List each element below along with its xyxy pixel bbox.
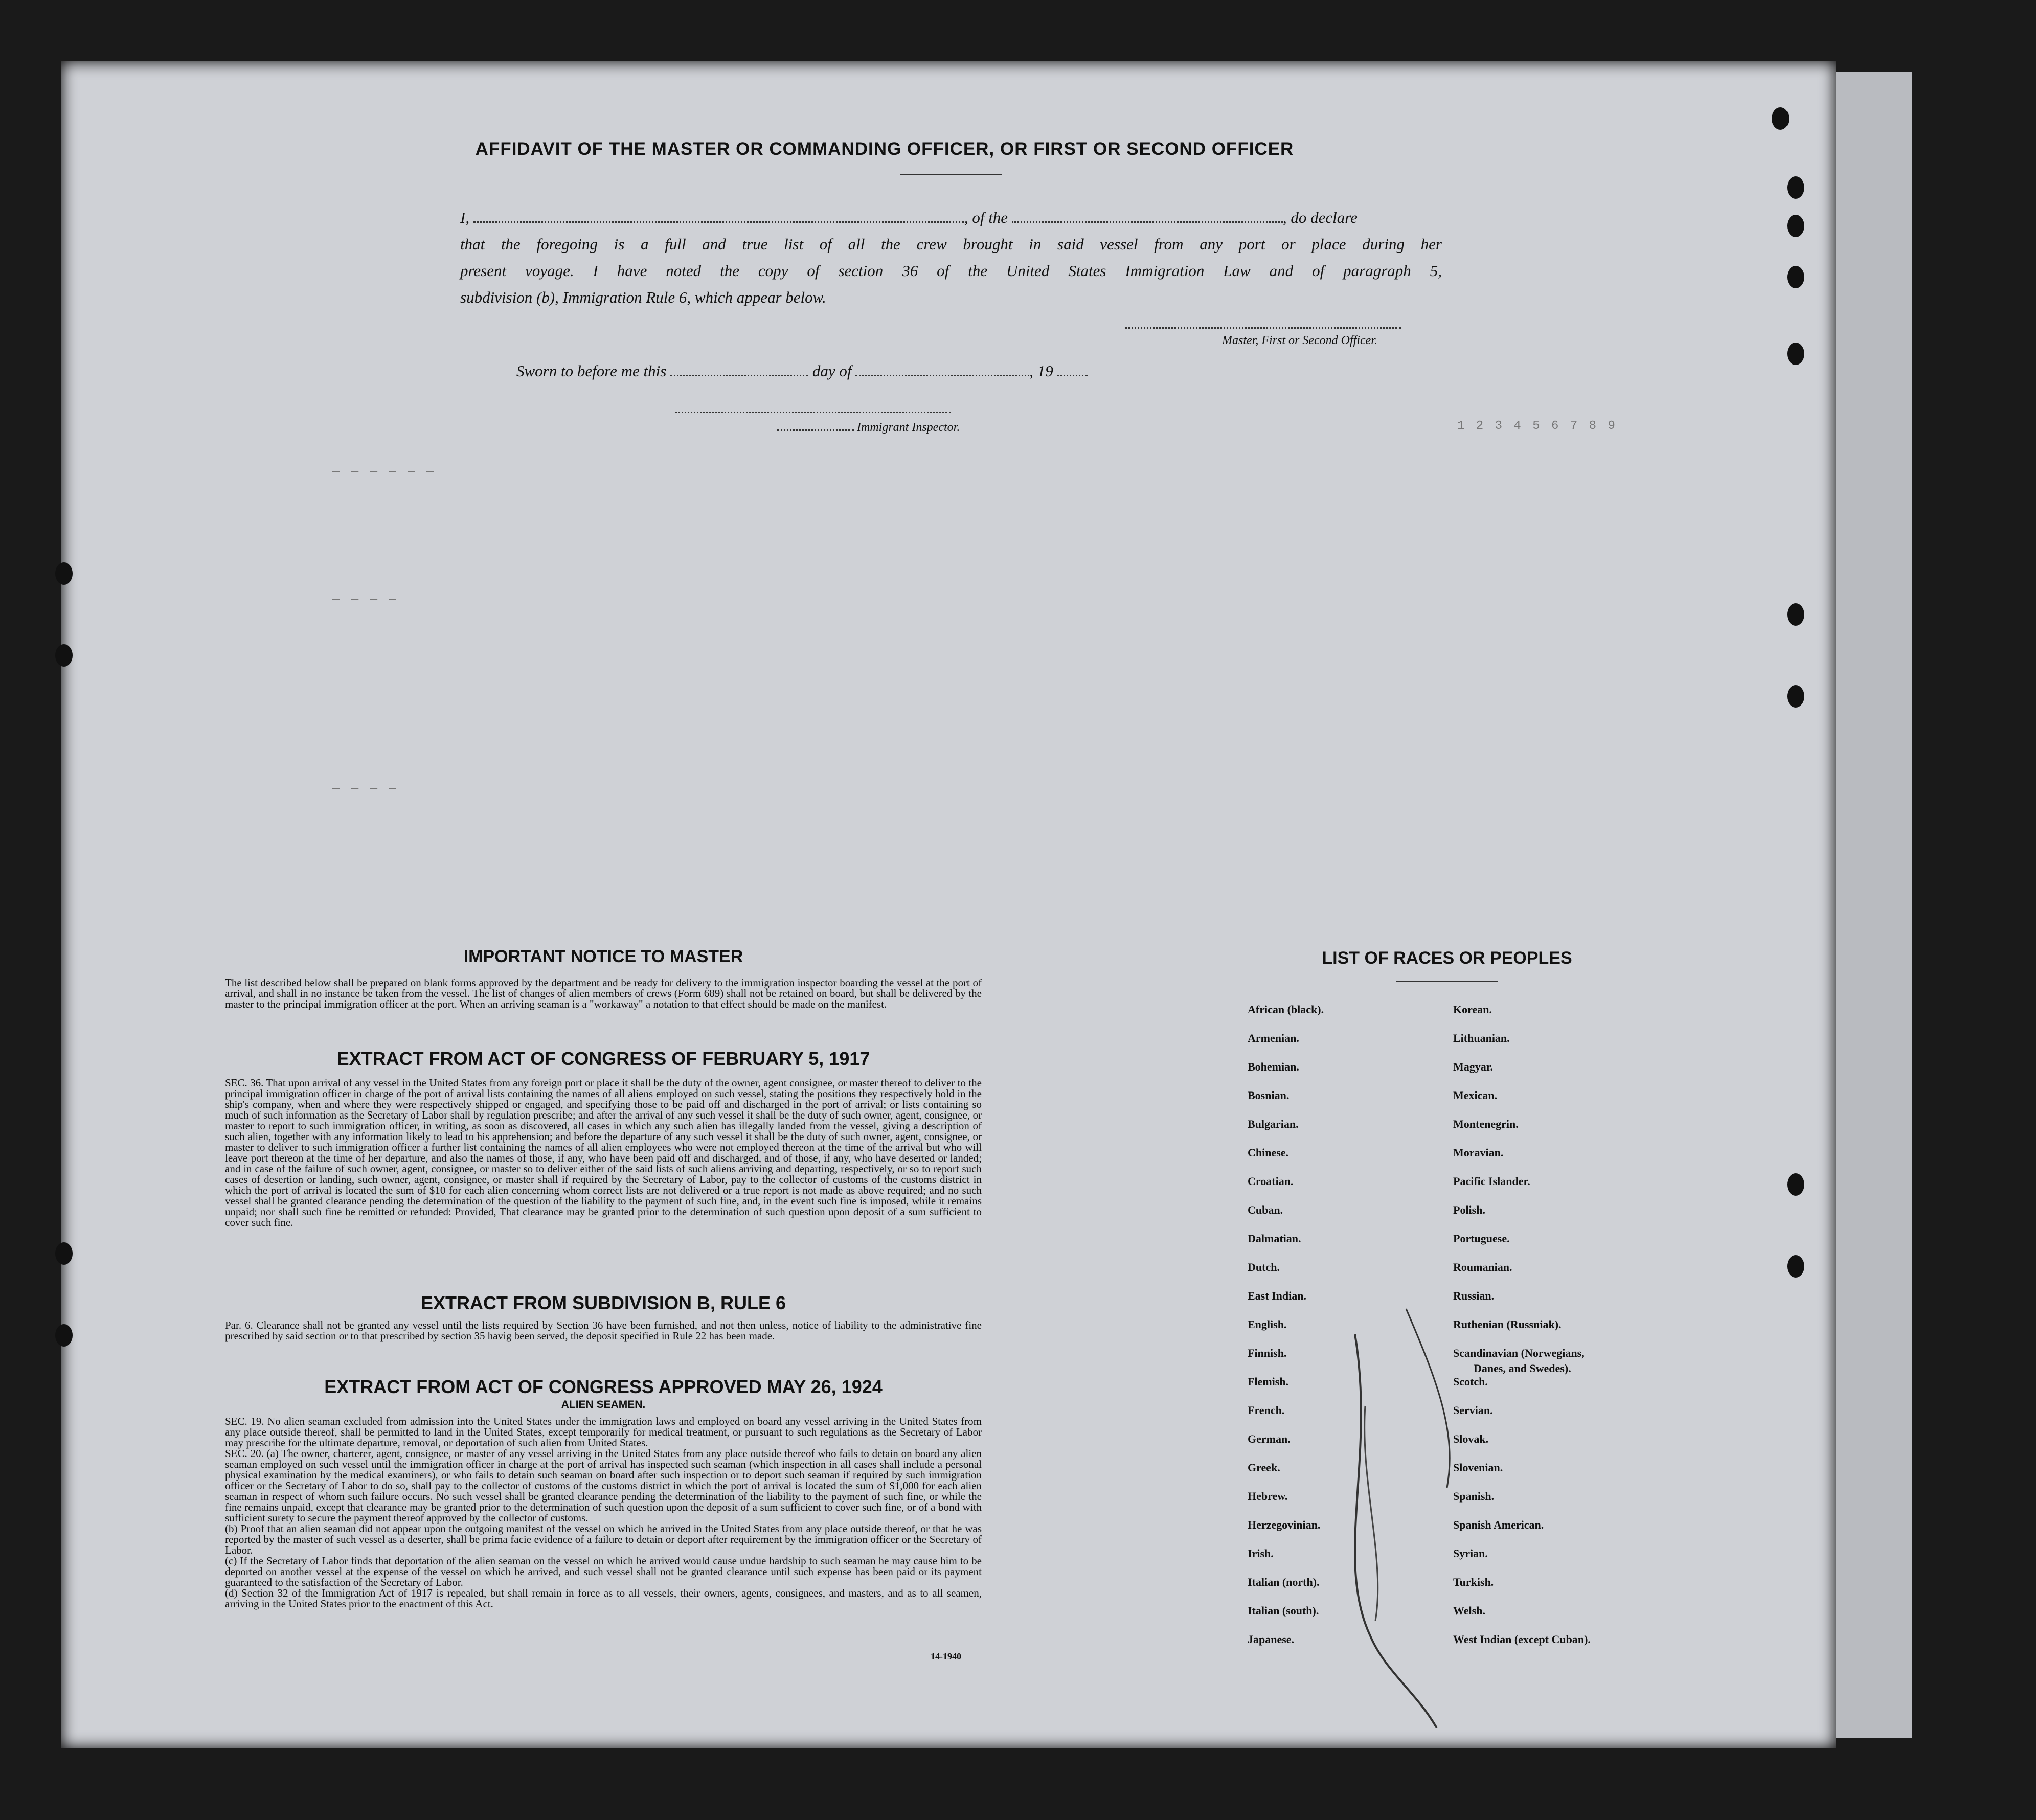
race-item: Dutch. — [1248, 1261, 1280, 1273]
master-signature-label: Master, First or Second Officer. — [1222, 334, 1377, 347]
extract-1917-title: EXTRACT FROM ACT OF CONGRESS OF FEBRUARY 5, 1917 — [336, 1048, 870, 1069]
race-item: Herzegovinian. — [1248, 1518, 1321, 1531]
race-item: Roumanian. — [1453, 1261, 1512, 1273]
race-item: Greek. — [1248, 1461, 1280, 1474]
race-item: Bohemian. — [1248, 1060, 1299, 1073]
race-item: Korean. — [1453, 1003, 1492, 1016]
race-item: Croatian. — [1248, 1175, 1294, 1188]
race-item: East Indian. — [1248, 1289, 1306, 1302]
race-item: Bulgarian. — [1248, 1118, 1299, 1130]
notice-title: IMPORTANT NOTICE TO MASTER — [463, 947, 743, 966]
race-item: Chinese. — [1248, 1146, 1289, 1159]
handwritten-pen-strokes — [1304, 1304, 1508, 1764]
race-item: Polish. — [1453, 1203, 1485, 1216]
race-item: Spanish. — [1453, 1490, 1495, 1503]
race-item: Scotch. — [1453, 1375, 1488, 1388]
race-item: Portuguese. — [1453, 1232, 1510, 1245]
inspector-label-text: Immigrant Inspector. — [857, 421, 960, 434]
race-item: Flemish. — [1248, 1375, 1289, 1388]
race-item: Welsh. — [1453, 1604, 1485, 1617]
declaration-line-2: that the foregoing is a full and true list of all the crew brought in said vessel from any port or place during her — [460, 235, 1442, 253]
year-blank — [1057, 375, 1088, 376]
underlying-page-edge — [1836, 72, 1912, 1738]
month-blank — [855, 375, 1029, 376]
race-item: Bosnian. — [1248, 1089, 1290, 1102]
binder-hole — [1787, 685, 1804, 708]
race-item: Russian. — [1453, 1289, 1495, 1302]
sworn-line — [516, 358, 1232, 384]
show-through-marks: — — — — — [332, 593, 398, 607]
race-item: English. — [1248, 1318, 1287, 1331]
notice-text: The list described below shall be prepared on blank forms approved by the department and be ready for delivery to the immigration inspector boarding the vessel at the port of arrival, and shall in no instance be taken from the vessel. The list of changes of alien members of crews (Form 689) shall not be retained on board, but shall be delivered by the master to the principal immigration officer at the port. When an arriving seaman is a "workaway" a notation to that effect should be made on the manifest. — [225, 976, 982, 1010]
race-item: Hebrew. — [1248, 1490, 1288, 1503]
day-of-label: day of — [812, 362, 852, 380]
of-the-label: , of the — [964, 209, 1008, 226]
form-number: 14-1940 — [931, 1651, 961, 1662]
i-label: I, — [460, 209, 470, 226]
race-item: African (black). — [1248, 1003, 1324, 1016]
declaration-line-3: present voyage. I have noted the copy of section 36 of the United States Immigration Law and of paragraph 5, — [460, 262, 1442, 280]
races-title-underline — [1396, 981, 1498, 982]
inspector-signature-line — [675, 412, 951, 413]
race-item: Slovak. — [1453, 1432, 1489, 1445]
race-item: Ruthenian (Russniak). — [1453, 1318, 1562, 1331]
binder-hole — [1787, 1255, 1804, 1278]
race-item: Finnish. — [1248, 1347, 1287, 1359]
race-item: Turkish. — [1453, 1576, 1494, 1588]
extract-1924-text: SEC. 19. No alien seaman excluded from admission into the United States under the immigration laws and employed on board any vessel arriving in the United States from any place outside thereof, shall be permitted to land in the United States, except temporarily for medical treatment, or pursuant to such regulations as the Secretary of Labor may prescribe for the ultimate departure, removal, or deportation of such alien from United States. SEC. 20. (a) The owner, charterer, agent, consignee, or master of any vessel arriving in the United States from any place outside thereof who fails to detain on board any alien seaman employed on such vessel until the immigration officer in charge at the port of arrival has inspected such seaman (which inspection in all cases shall include a personal physical examination by the medical examiners), or who fails to detain such seaman on board after such inspection or to deport such seaman if required by such immigration officer or the Secretary of Labor to do so, shall pay to the collector of customs of the customs district in which the port of arrival is located the sum of $1,000 for each alien seaman in respect of whom such failure occurs. No such vessel shall be granted clearance pending the determination of the liability to the payment of such fine, or while the fine remains unpaid, except that clearance may be granted prior to the determination of such question upon the deposit of a sum sufficient to cover such fine, or of a bond with sufficient surety to secure the payment thereof approved by the collector of customs. (b) Proof that an alien seaman did not appear upon the outgoing manifest of the vessel on which he arrived in the United States from any place outside thereof, or that he was reported by the master of such vessel as a deserter, shall be prima facie evidence of a failure to detain or deport after requirement by the immigration officer or the Secretary of Labor. (c) If the Secretary of Labor finds that deportation of the alien seaman on the vessel on which he arrived would cause undue hardship to such seaman he may cause him to be deported on another vessel at the expense of the vessel on which he arrived, and such vessel shall not be granted clearance until such expense has been paid or its payment guaranteed to the satisfaction of the Secretary of Labor. (d) Section 32 of the Immigration Act of 1917 is repealed, but shall remain in force as to all vessels, their owners, agents, consignees, and masters, and as to all seamen, arriving in the United States prior to the enactment of this Act. — [225, 1415, 982, 1610]
race-item: Italian (north). — [1248, 1576, 1320, 1588]
race-item: Armenian. — [1248, 1032, 1299, 1044]
race-item: Scandinavian (Norwegians, — [1453, 1347, 1585, 1359]
race-item: Syrian. — [1453, 1547, 1488, 1560]
binder-hole — [55, 644, 73, 667]
year-label: , 19 — [1029, 362, 1053, 380]
binder-hole — [55, 562, 73, 585]
race-item: Japanese. — [1248, 1633, 1295, 1646]
race-item: Moravian. — [1453, 1146, 1504, 1159]
extract-1917-text: SEC. 36. That upon arrival of any vessel in the United States from any foreign port or place it shall be the duty of the owner, agent consignee, or master thereof to deliver to the principal immigration officer in charge of the port of arrival lists containing the names of all aliens employed on such vessel, stating the positions they respectively hold in the ship's company, when and where they were respectively shipped or engaged, and specifying those to be paid off and discharged in the port of arrival; or lists containing so much of such information as the Secretary of Labor shall by regulation prescribe; and after the arrival of any such vessel it shall be the duty of such owner, agent, consignee, or master to report to such immigration officer, in writing, as soon as discovered, all cases in which any such alien has illegally landed from the vessel, giving a description of such alien, together with any information likely to lead to his apprehension; and before the departure of any such vessel it shall be the duty of such owner, agent, consignee, or master to deliver to such immigration officer a further list containing the names of all alien employees who were not employed thereon at the time of the arrival but who will leave port thereon at the time of her departure, and also the names of those, if any, who have been paid off and discharged, and of those, if any, who have deserted or landed; and in case of the failure of such owner, agent, consignee, or master so to deliver either of the said lists of such aliens arriving and departing, respectively, or so to report such cases of desertion or landing, such owner, agent, consignee, or master shall if required by the Secretary of Labor, pay to the collector of customs of the customs district in which the port of arrival is located the sum of $10 for each alien concerning whom correct lists are not delivered or a true report is not made as above required; and no such vessel shall be granted clearance pending the determination of the question of the liability to the payment of such fine, and, in the event such fine is imposed, while it remains unpaid; nor shall such fine be remitted or refunded: Provided, That clearance may be granted prior to the determination of such question upon deposit of a sum sufficient to cover such fine. — [225, 1077, 982, 1228]
races-title: LIST OF RACES OR PEOPLES — [1322, 948, 1572, 968]
show-through-marks: 1 2 3 4 5 6 7 8 9 — [1457, 419, 1617, 433]
name-blank — [473, 221, 964, 223]
binder-hole — [55, 1242, 73, 1265]
inspector-signature-label — [777, 414, 960, 441]
binder-hole — [55, 1324, 73, 1347]
extract-1924-title: EXTRACT FROM ACT OF CONGRESS APPROVED MAY 26, 1924 — [324, 1376, 883, 1397]
race-item: Mexican. — [1453, 1089, 1498, 1102]
extract-rule6-title: EXTRACT FROM SUBDIVISION B, RULE 6 — [420, 1292, 786, 1313]
race-item: Italian (south). — [1248, 1604, 1319, 1617]
race-item: Lithuanian. — [1453, 1032, 1510, 1044]
declaration-line-4: subdivision (b), Immigration Rule 6, which appear below. — [460, 288, 826, 306]
binder-hole — [1787, 266, 1804, 288]
race-item: Magyar. — [1453, 1060, 1494, 1073]
extract-rule6-text: Par. 6. Clearance shall not be granted any vessel until the lists required by Section 36 have been furnished, and not then unless, notice of liability to the administrative fine prescribed by said section or to that prescribed by section 35 havig been served, the deposit specified in Rule 22 has been made. — [225, 1319, 982, 1342]
race-item: Servian. — [1453, 1404, 1493, 1417]
race-item: Slovenian. — [1453, 1461, 1503, 1474]
vessel-blank — [1012, 221, 1283, 223]
binder-hole — [1787, 215, 1804, 237]
race-item: West Indian (except Cuban). — [1453, 1633, 1591, 1646]
binder-hole — [1787, 343, 1804, 365]
binder-hole — [1772, 107, 1789, 130]
race-item: Pacific Islander. — [1453, 1175, 1530, 1188]
race-item: Danes, and Swedes). — [1474, 1362, 1571, 1375]
day-blank — [670, 375, 808, 376]
title-underline — [900, 174, 1002, 175]
race-item: Spanish American. — [1453, 1518, 1544, 1531]
show-through-marks: — — — — — [332, 782, 398, 796]
binder-hole — [1787, 603, 1804, 626]
do-declare-label: , do declare — [1282, 209, 1358, 226]
race-item: Dalmatian. — [1248, 1232, 1301, 1245]
extract-1924-subtitle: ALIEN SEAMEN. — [561, 1399, 646, 1410]
race-item: Montenegrin. — [1453, 1118, 1519, 1130]
race-item: French. — [1248, 1404, 1285, 1417]
race-item: Irish. — [1248, 1547, 1274, 1560]
declaration-line-1 — [460, 204, 1442, 231]
binder-hole — [1787, 1173, 1804, 1196]
affidavit-title: AFFIDAVIT OF THE MASTER OR COMMANDING OFFICER, OR FIRST OR SECOND OFFICER — [475, 139, 1294, 159]
inspector-dotted-lead — [777, 429, 854, 431]
binder-hole — [1787, 176, 1804, 199]
sworn-label: Sworn to before me this — [516, 362, 667, 380]
race-item: German. — [1248, 1432, 1291, 1445]
show-through-marks: — — — — — — — [332, 465, 436, 479]
race-item: Cuban. — [1248, 1203, 1283, 1216]
